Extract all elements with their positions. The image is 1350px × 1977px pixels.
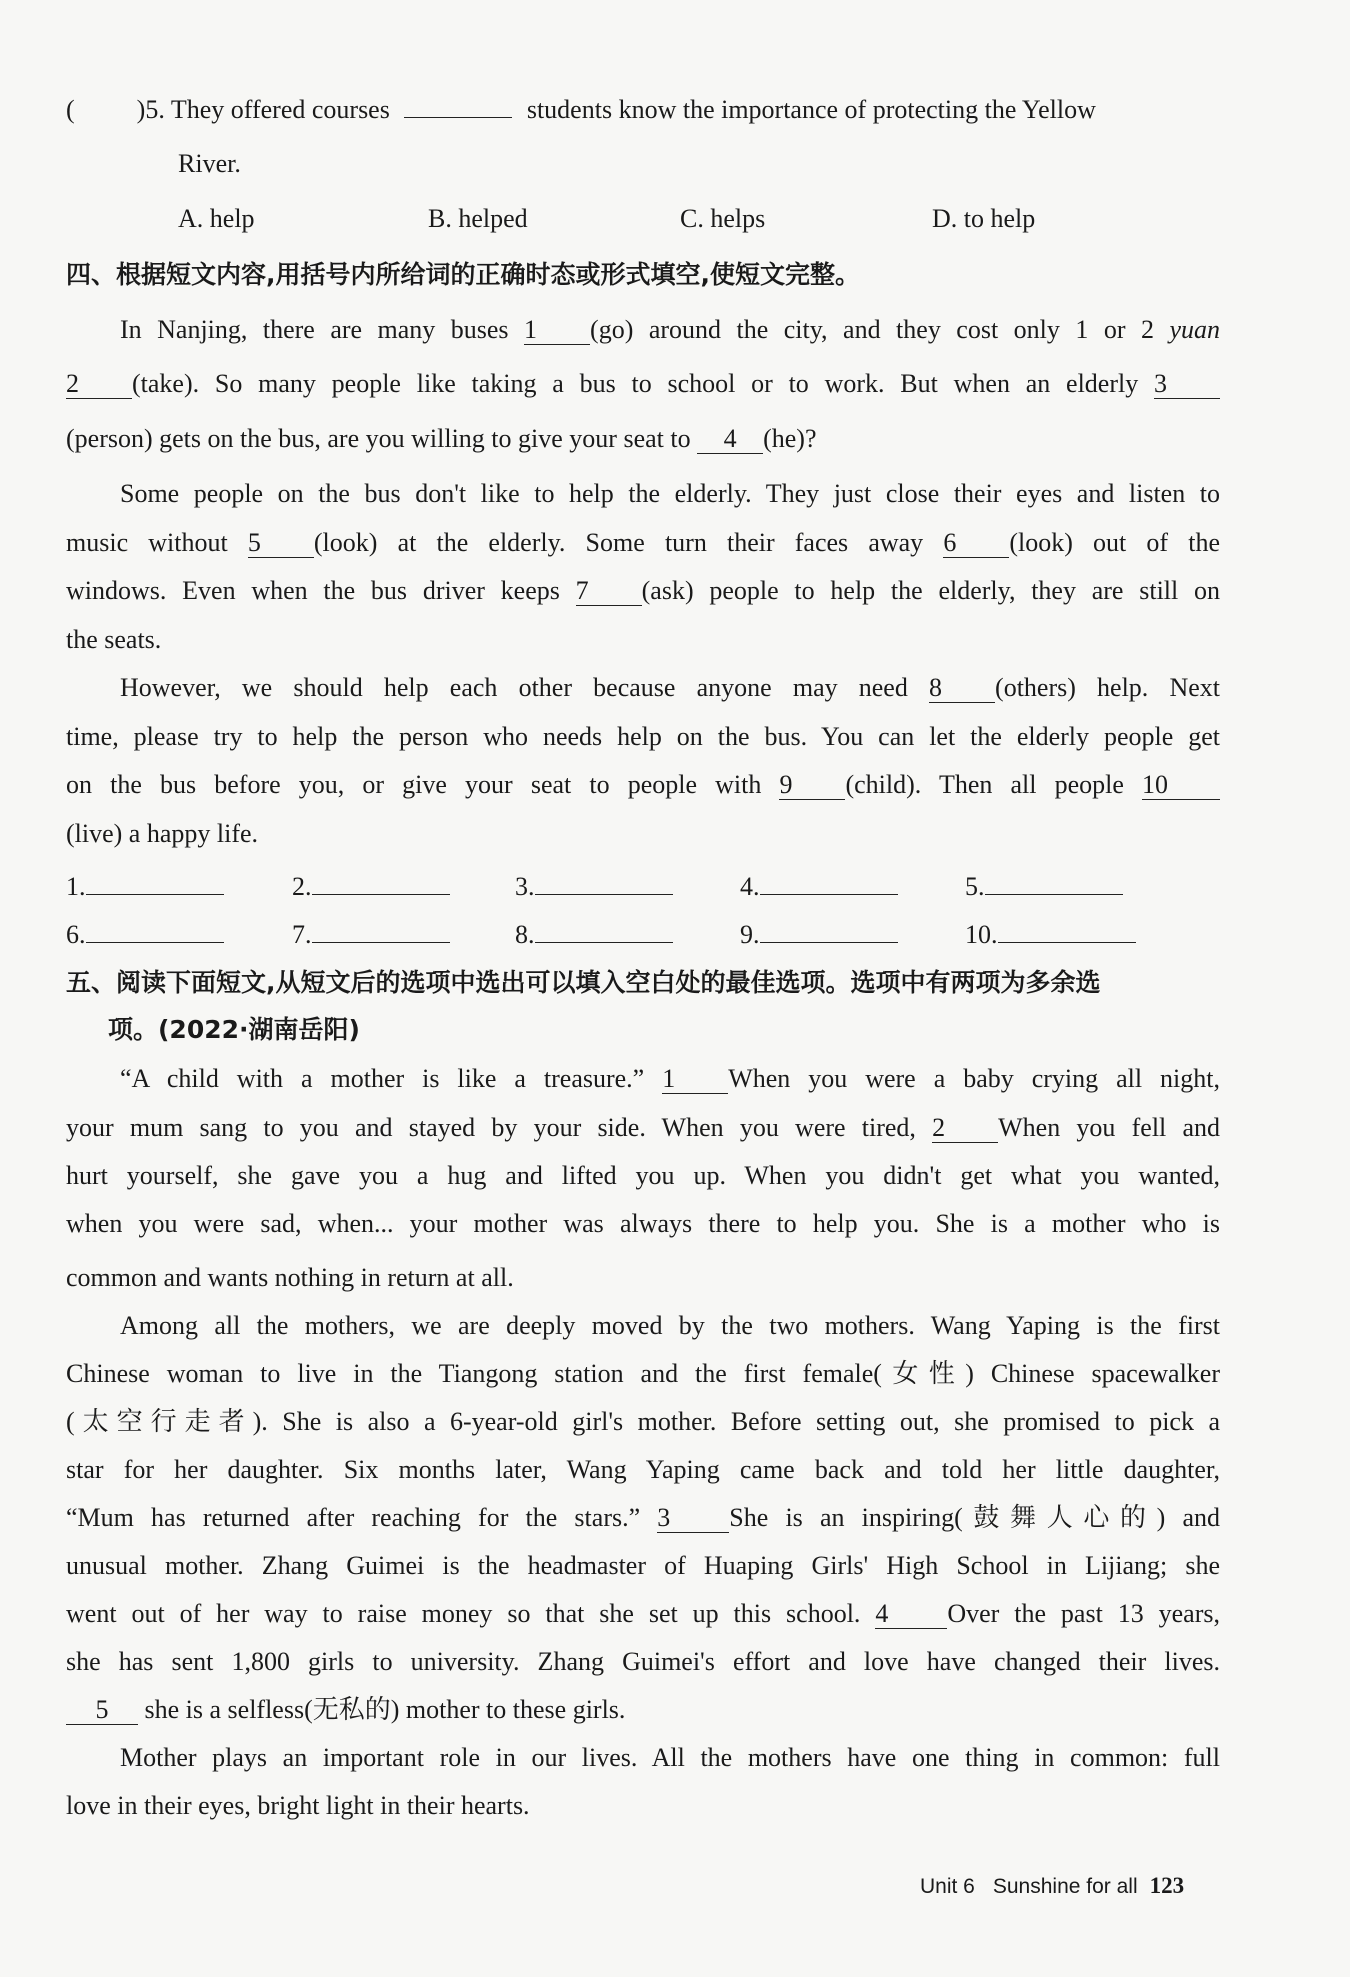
passage-5-line5: common and wants nothing in return at all. [66, 1263, 514, 1292]
blank-s5-5[interactable]: 5 [66, 1696, 138, 1725]
passage-5-line4: when you were sad, when... your mother was always there to help you. She is a mother who is [66, 1209, 1220, 1238]
blank-10[interactable]: 10 [1142, 771, 1220, 800]
passage-5-line15: Mother plays an important role in our lives. All the mothers have one thing in common: full [120, 1743, 1220, 1772]
option-d[interactable]: D. to help [932, 204, 1036, 233]
section-4-heading: 四、根据短文内容,用括号内所给词的正确时态或形式填空,使短文完整。 [66, 260, 860, 289]
blank-1[interactable]: 1 [524, 316, 590, 345]
answer-blank[interactable] [985, 866, 1123, 895]
blank-s5-1[interactable]: 1 [662, 1065, 728, 1094]
answer-blank[interactable] [86, 914, 224, 943]
blank-8[interactable]: 8 [929, 674, 995, 703]
passage-5-line8: (太空行走者). She is also a 6-year-old girl's mother. Before setting out, she promised to pick a [66, 1407, 1220, 1436]
answer-row-item: 8. [515, 914, 673, 952]
answer-row-item: 1. [66, 866, 224, 904]
passage-5-line13: she has sent 1,800 girls to university. Zhang Guimei's effort and love have changed their lives. [66, 1647, 1220, 1676]
blank-4[interactable]: 4 [697, 425, 763, 454]
passage-5-line14: 5 she is a selfless(无私的) mother to these girls. [66, 1693, 1220, 1727]
blank-9[interactable]: 9 [779, 771, 845, 800]
passage-5-line6: Among all the mothers, we are deeply moved by the two mothers. Wang Yaping is the first [120, 1311, 1220, 1340]
answer-row-item: 5. [965, 866, 1123, 904]
section-5-heading-cont: 项。(2022·湖南岳阳) [108, 1015, 360, 1044]
unit-title: Sunshine for all [992, 1875, 1138, 1898]
answer-blank[interactable] [312, 866, 450, 895]
passage-5-line11: unusual mother. Zhang Guimei is the headmaster of Huaping Girls' High School in Lijiang; she [66, 1551, 1220, 1580]
answer-row-item: 2. [292, 866, 450, 904]
passage-4-line9: time, please try to help the person who needs help on the bus. You can let the elderly people get [66, 722, 1220, 751]
answer-blank[interactable] [404, 117, 512, 118]
blank-7[interactable]: 7 [576, 577, 642, 606]
passage-5-line7: Chinese woman to live in the Tiangong station and the first female(女性) Chinese spacewalker [66, 1359, 1220, 1388]
option-c[interactable]: C. helps [680, 204, 766, 233]
answer-blank[interactable] [760, 914, 898, 943]
passage-5-line9: star for her daughter. Six months later, Wang Yaping came back and told her little daughter, [66, 1455, 1220, 1484]
passage-4-line4: Some people on the bus don't like to help the elderly. They just close their eyes and listen to [120, 479, 1220, 508]
blank-s5-2[interactable]: 2 [932, 1114, 998, 1143]
passage-5-line10: “Mum has returned after reaching for the stars.” 3 She is an inspiring(鼓舞人心的) and [66, 1503, 1221, 1532]
passage-4-line3: (person) gets on the bus, are you willing to give your seat to 4 (he)? [66, 424, 817, 453]
answer-row-item: 6. [66, 914, 224, 952]
passage-5-line16: love in their eyes, bright light in their hearts. [66, 1791, 530, 1820]
answer-row-item: 10. [965, 914, 1136, 952]
passage-5-line2: your mum sang to you and stayed by your side. When you were tired, 2 When you fell and [66, 1113, 1221, 1142]
blank-3[interactable]: 3 [1154, 370, 1220, 399]
blank-s5-3[interactable]: 3 [657, 1504, 729, 1533]
option-a[interactable]: A. help [178, 204, 255, 233]
passage-4-line11: (live) a happy life. [66, 819, 259, 848]
option-b[interactable]: B. helped [428, 204, 528, 233]
answer-blank[interactable] [760, 866, 898, 895]
unit-label: Unit 6 [920, 1875, 975, 1898]
passage-4-line6: windows. Even when the bus driver keeps 7 (ask) people to help the elderly, they are still on [66, 576, 1221, 605]
blank-s5-4[interactable]: 4 [875, 1600, 947, 1629]
question-paren: ( [66, 95, 75, 124]
passage-5-line1: “A child with a mother is like a treasure.” 1 When you were a baby crying all night, [120, 1064, 1220, 1093]
question-5-line2: River. [178, 149, 241, 178]
blank-2[interactable]: 2 [66, 370, 132, 399]
blank-6[interactable]: 6 [943, 529, 1009, 558]
page-footer [920, 1872, 1184, 1901]
answer-row-item: 7. [292, 914, 450, 952]
answer-row-item: 4. [740, 866, 898, 904]
passage-5-line12: went out of her way to raise money so that she set up this school. 4 Over the past 13 years, [66, 1599, 1221, 1628]
passage-4-line5: music without 5 (look) at the elderly. Some turn their faces away 6 (look) out of the [66, 528, 1220, 557]
passage-4-line10: on the bus before you, or give your seat to people with 9 (child). Then all people 10 [66, 768, 1220, 802]
answer-blank[interactable] [535, 866, 673, 895]
answer-blank[interactable] [998, 914, 1136, 943]
answer-row-item: 9. [740, 914, 898, 952]
answer-blank[interactable] [535, 914, 673, 943]
answer-blank[interactable] [312, 914, 450, 943]
question-5-line1: ( )5. They offered courses students know the importance of protecting the Yellow [66, 95, 1096, 124]
passage-4-line2: 2 (take). So many people like taking a bus to school or to work. But when an elderly 3 [66, 367, 1220, 401]
blank-5[interactable]: 5 [248, 529, 314, 558]
section-5-heading: 五、阅读下面短文,从短文后的选项中选出可以填入空白处的最佳选项。选项中有两项为多余选 [66, 968, 1101, 997]
answer-blank[interactable] [86, 866, 224, 895]
passage-4-line1: In Nanjing, there are many buses 1 (go) around the city, and they cost only 1 or 2 yuan [120, 315, 1221, 344]
passage-4-line7: the seats. [66, 625, 162, 654]
page-number: 123 [1149, 1873, 1185, 1898]
answer-row-item: 3. [515, 866, 673, 904]
passage-4-line8: However, we should help each other because anyone may need 8 (others) help. Next [120, 673, 1221, 702]
passage-5-line3: hurt yourself, she gave you a hug and lifted you up. When you didn't get what you wanted, [66, 1161, 1220, 1190]
